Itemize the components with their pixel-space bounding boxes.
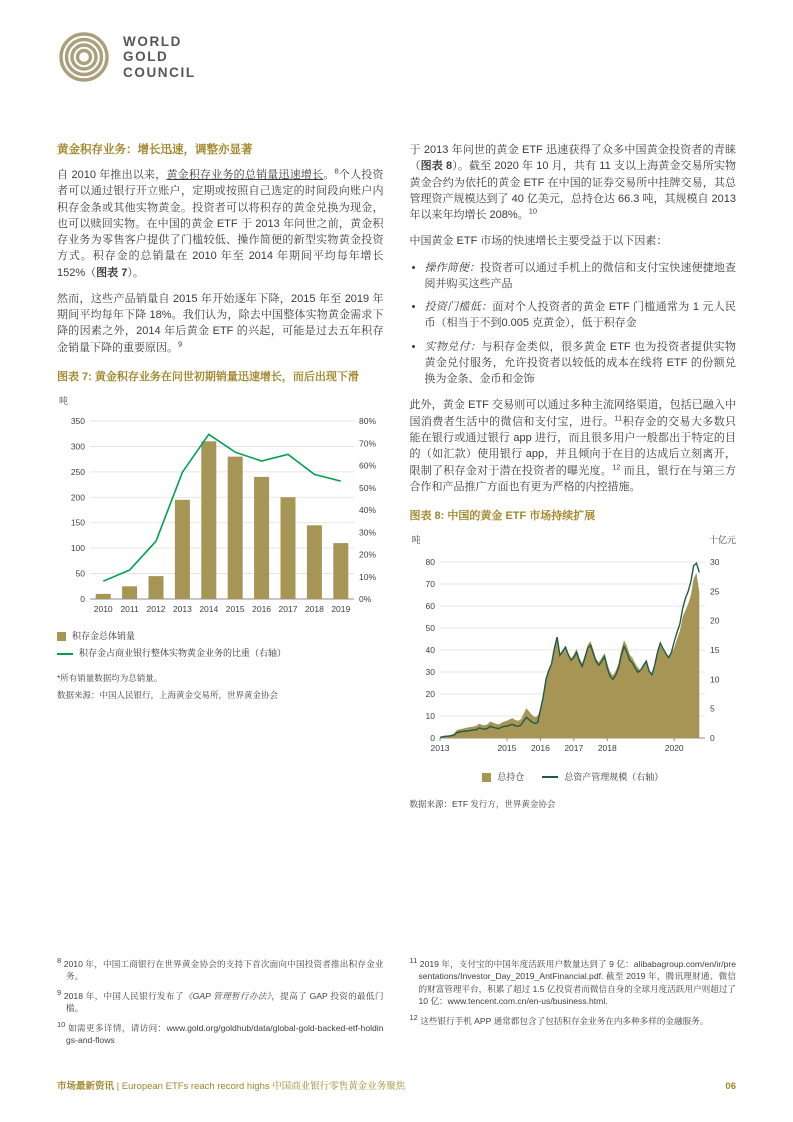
chart8-title: 图表 8: 中国的黄金 ETF 市场持续扩展 <box>409 510 596 523</box>
svg-text:100: 100 <box>70 542 85 553</box>
svg-text:150: 150 <box>70 517 85 528</box>
chart7-plot <box>57 411 384 625</box>
chart7-footnote: *所有销量数据均为总销量。 <box>57 673 163 684</box>
body-columns <box>57 142 736 811</box>
svg-text:10%: 10% <box>359 571 377 582</box>
svg-text:30: 30 <box>425 666 435 677</box>
svg-text:20%: 20% <box>359 549 377 560</box>
legend-item-line: 积存金占商业银行整体实物黄金业务的比重（右轴） <box>57 647 384 660</box>
svg-text:2017: 2017 <box>278 603 298 614</box>
svg-text:30%: 30% <box>359 526 377 537</box>
chart7-axis-units <box>57 395 384 408</box>
factor-list <box>410 260 737 388</box>
svg-text:60%: 60% <box>359 460 377 471</box>
chart7-legend <box>57 630 384 661</box>
left-axis-unit: 吨 <box>59 396 69 407</box>
paragraph: 中国黄金 ETF 市场的快速增长主要受益于以下因素： <box>409 235 668 248</box>
svg-text:2016: 2016 <box>530 742 550 753</box>
footnote-8: $^8$ 2010 年，中国工商银行在世界黄金协会的支持下首次面向中国投资者推出积存金业务。 <box>57 956 384 982</box>
svg-text:5: 5 <box>709 703 715 714</box>
wgc-rings-icon <box>57 30 111 84</box>
left-column <box>57 142 384 811</box>
area-swatch-icon <box>482 773 491 782</box>
svg-text:2016: 2016 <box>252 603 272 614</box>
legend-item-bars: 积存金总体销量 <box>57 630 384 643</box>
svg-text:40: 40 <box>425 644 435 655</box>
svg-text:50: 50 <box>425 622 435 633</box>
footnotes <box>57 958 736 1054</box>
chart8-legend <box>410 771 737 784</box>
bar-swatch-icon <box>57 632 66 641</box>
wgc-logo <box>57 30 196 84</box>
svg-text:80: 80 <box>425 556 435 567</box>
paragraph: 然而，这些产品销量自 2015 年开始逐年下降，2015 年至 2019 年期间平均每年下降 18%。我们认为，除去中国整体实物黄金需求下降的因素之外，2014 年后黄金 ETF 的兴起，可能是过去五年积存金销量下降的重要原因。$^9$ <box>57 292 384 354</box>
list-item: • 操作简便：投资者可以通过手机上的微信和支付宝快速便捷地查阅并购买这些产品 <box>425 260 737 293</box>
svg-text:25: 25 <box>709 586 719 597</box>
svg-text:200: 200 <box>70 491 85 502</box>
svg-text:2018: 2018 <box>304 603 324 614</box>
paragraph: 于 2013 年问世的黄金 ETF 迅速获得了众多中国黄金投资者的青睐（图表 8）。截至 2020 年 10 月，共有 11 支以上海黄金交易所实物黄金合约为依托的黄金 ETF 在中国的证券交易所中挂牌交易，其总管理资产规模达到了 40 亿美元，总持仓达 66.3 吨，其规模自 2013 年以来年均增长 208%。$^{10}$ <box>409 144 736 222</box>
svg-text:60: 60 <box>425 600 435 611</box>
chart7-figure <box>57 370 384 701</box>
wgc-logo-text: WORLD GOLD COUNCIL <box>123 34 196 80</box>
svg-text:2012: 2012 <box>146 603 166 614</box>
svg-text:2010: 2010 <box>93 603 113 614</box>
footnote-11[interactable]: $^{11}$ 2019 年，支付宝的中国年度活跃用户数量达到了 9 亿：alibabagroup.com/en/ir/presentations/Investor_Day_2019_AntFinancial.pdf. 截至 2019 年，腾讯理财通、微信的财富管理平台，积累了超过 1.5 亿投资者而微信自身的全球月度活跃用户则超过了 10 亿：www.tencent.com.cn/en-us/business.html. <box>409 956 737 1007</box>
list-item: • 实物兑付：与积存金类似，很多黄金 ETF 也为投资者提供实物黄金兑付服务，允许投资者以较低的成本在线将 ETF 的份额兑换为金条、金币和金饰 <box>425 339 737 388</box>
svg-text:50: 50 <box>75 568 85 579</box>
svg-text:250: 250 <box>70 466 85 477</box>
svg-text:10: 10 <box>709 674 719 685</box>
legend-item-line: 总资产管理规模（右轴） <box>542 771 663 784</box>
chart8-source: 数据来源：ETF 发行方，世界黄金协会 <box>409 799 556 810</box>
page-footer <box>57 1078 736 1092</box>
footnotes-right <box>410 958 737 1054</box>
paragraph: 自 2010 年推出以来，黄金积存业务的总销量迅速增长。$^8$个人投资者可以通过银行开立账户，定期或按照自己选定的时间段向账户内积存金条或其他实物黄金。投资者可以将积存的黄金兑换为现金，也可以赎回实物。在中国的黄金 ETF 于 2013 年问世之前，黄金积存业务为零售客户提供了门槛较低、操作简便的新型实物黄金投资方式。积存金的总销量在 2010 年至 2014 年期间平均每年增长 152%（图表 7）。 <box>57 166 384 279</box>
right-column <box>410 142 737 811</box>
legend-item-area: 总持仓 <box>482 771 524 784</box>
svg-text:2013: 2013 <box>172 603 192 614</box>
svg-text:15: 15 <box>709 644 719 655</box>
footnotes-left <box>57 958 384 1054</box>
svg-text:2017: 2017 <box>563 742 583 753</box>
inline-link[interactable]: 黄金积存业务的总销量迅速增长 <box>166 169 324 182</box>
list-item: • 投资门槛低：面对个人投资者的黄金 ETF 门槛通常为 1 元人民币（相当于不到0.005 克黄金），低于积存金 <box>425 299 737 332</box>
chart7-source: 数据来源：中国人民银行，上海黄金交易所，世界黄金协会 <box>57 689 279 700</box>
svg-text:2013: 2013 <box>430 742 449 753</box>
footer-title: 市场最新资讯 | European ETFs reach record highs 中国商业银行零售黄金业务聚焦 <box>57 1081 406 1092</box>
page-number: 06 <box>725 1081 736 1092</box>
svg-text:0: 0 <box>80 593 85 604</box>
left-axis-unit: 吨 <box>411 535 421 546</box>
svg-text:0%: 0% <box>359 593 372 604</box>
footnote-12: $^{12}$ 这些银行手机 APP 通常都包含了包括积存金业务在内多种多样的金融服务。 <box>409 1012 709 1026</box>
svg-text:40%: 40% <box>359 504 377 515</box>
paragraph: 此外，黄金 ETF 交易则可以通过多种主流网络渠道，包括已融入中国消费者生活中的微信和支付宝，进行。$^{11}$积存金的交易大多数只能在银行或通过银行 app 进行，而且很多用户一般都出于特定的目的（如汇款）使用银行 app，并且倾向于在目的达成后立刻离开，限制了积存金对于潜在投资者的曝光度。$^{12}$ 而且，银行在与第三方合作和产品推广方面也有更为严格的内控措施。 <box>409 399 737 493</box>
svg-text:2014: 2014 <box>199 603 219 614</box>
footnote-9: $^9$ 2018 年，中国人民银行发布了《GAP 管理暂行办法》，提高了 GAP 投资的最低门槛。 <box>57 988 384 1014</box>
footnote-10[interactable]: $^{10}$ 如需更多详情，请访问：www.gold.org/goldhub/data/global-gold-backed-etf-holdings-and-flows <box>57 1019 384 1046</box>
svg-text:0: 0 <box>709 732 715 743</box>
svg-text:350: 350 <box>70 415 85 426</box>
chart8-figure <box>410 509 737 811</box>
svg-text:70%: 70% <box>359 437 377 448</box>
chart8-axis-units <box>410 534 737 547</box>
svg-text:2011: 2011 <box>120 603 139 614</box>
svg-text:70: 70 <box>425 578 435 589</box>
svg-text:10: 10 <box>425 710 435 721</box>
svg-text:2015: 2015 <box>225 603 245 614</box>
svg-text:30: 30 <box>709 556 719 567</box>
chart8-plot <box>410 550 737 764</box>
svg-text:2018: 2018 <box>597 742 617 753</box>
svg-text:0: 0 <box>429 732 435 743</box>
svg-text:2015: 2015 <box>496 742 516 753</box>
svg-text:20: 20 <box>425 688 435 699</box>
svg-text:80%: 80% <box>359 415 377 426</box>
svg-text:300: 300 <box>70 441 85 452</box>
right-axis-unit: 十亿元 <box>708 535 736 546</box>
chart7-title: 图表 7: 黄金积存业务在问世初期销量迅速增长，而后出现下滑 <box>57 370 359 383</box>
line-swatch-icon <box>57 653 73 655</box>
line-swatch-icon <box>542 776 558 778</box>
section-heading: 黄金积存业务：增长迅速，调整亦显著 <box>57 144 253 156</box>
svg-text:2019: 2019 <box>331 603 351 614</box>
svg-text:2020: 2020 <box>664 742 684 753</box>
svg-text:20: 20 <box>709 615 719 626</box>
svg-text:50%: 50% <box>359 482 377 493</box>
